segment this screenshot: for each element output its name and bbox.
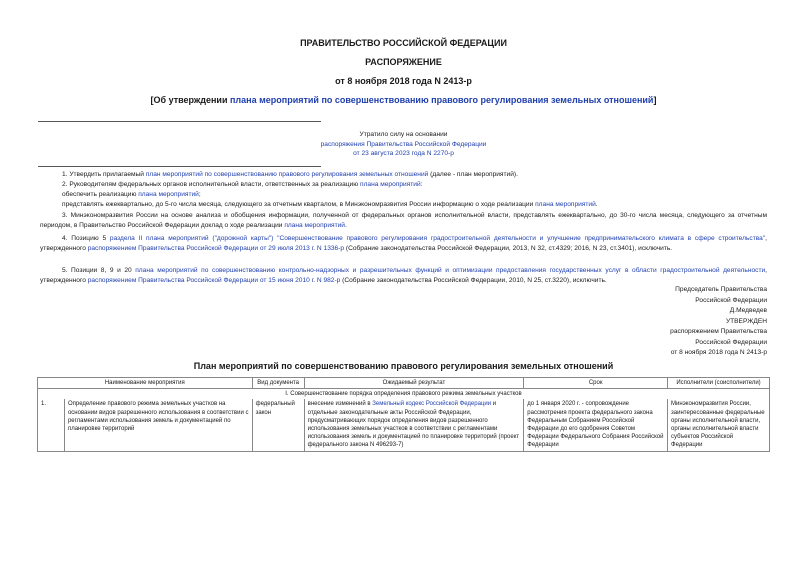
text: 4. Позицию 5 [62,235,110,242]
document-date: от 8 ноября 2018 года N 2413-р [335,76,472,86]
approved-date: от 8 ноября 2018 года N 2413-р [670,349,767,356]
plan-table [37,377,770,452]
text: (Собрание законодательства Российской Федерации, 2013, N 32, ст.4329; 2016, N 23, ст.3401), исключить. [344,244,673,252]
approved-line: распоряжением Правительства [670,328,767,335]
header-result: Ожидаемый результат [304,378,524,389]
status-note-line1: Утратило силу на основании [359,131,448,138]
row-name: Определение правового режима земельных участков на основании видов разрешенного использования в соответствии с регламентами использования земель и документацией по планировке территорий [64,399,252,451]
item-2-a [40,190,767,200]
approved-label: УТВЕРЖДЕН [725,317,767,325]
row-number: 1. [38,399,65,451]
text: . [595,201,598,208]
text: 3. Минэкономразвития России на основе анализа и обобщения информации, полученной от федеральных органов исполнительной власти, представлять ежеквартально, до 30-го числа месяца, следующего за отчетным периодом, в Правительство Российской Федерации доклад о ходе реализации [40,212,767,229]
approved-line: Российской Федерации [695,338,767,346]
table-row [38,399,770,451]
order-link[interactable]: распоряжением Правительства Российской Федерации от 15 июня 2010 г. N 982-р [87,276,341,284]
header-name: Наименование мероприятия [38,378,253,389]
text: представлять ежеквартально, до 5-го числа месяца, следующего за отчетным кварталом, в Минэкономразвития России информацию о ходе реализации [62,201,536,208]
item-2 [40,180,767,190]
item-2-b [40,200,767,210]
title-suffix: ] [653,95,657,105]
text: внесение изменений в [307,401,373,408]
land-code-link[interactable]: Земельный кодекс Российской Федерации [372,401,492,408]
plan-title: План мероприятий по совершенствованию правового регулирования земельных отношений [193,361,614,371]
row-executors: Минэкономразвития России, заинтересованные федеральные органы исполнительной власти, органы исполнительной власти субъектов Российской Федерации [668,399,770,451]
row-result [304,399,524,451]
government-heading: ПРАВИТЕЛЬСТВО РОССИЙСКОЙ ФЕДЕРАЦИИ [300,38,507,48]
section-title: I. Совершенствование порядка определения правового режима земельных участков [38,389,770,400]
plan-link[interactable]: плана мероприятий [284,221,345,229]
divider [38,121,321,122]
plan-link[interactable]: плана мероприятий [138,191,199,198]
title-prefix: [Об утверждении [150,95,230,105]
signature-name: Д.Медведев [729,307,767,314]
signature-position: Председатель Правительства [675,286,767,293]
table-section-row [38,389,770,400]
roadmap-link[interactable]: раздела II плана мероприятий ("дорожной карты") "Совершенствование правового регулирования градостроительной деятельности и улучшение предпринимательского климата в сфере строительства" [109,235,766,242]
text: и отдельные законодательные акты Российской Федерации, предусматривающих порядок определения видов разрешенного использования земельных участков в соответствии с регламентами использования земель и документацией по планировке территорий (проект федерального закона N 496293-7) [307,401,520,449]
header-term: Срок [524,378,668,389]
status-note [0,130,807,159]
document-title [0,95,807,105]
status-note-date-link[interactable]: от 23 августа 2023 года N 2270-р [353,150,454,157]
text: , утвержденного [40,267,767,284]
text: . [344,221,347,229]
table-header-row [38,378,770,389]
header-executors: Исполнители (соисполнители) [668,378,770,389]
status-note-link[interactable]: распоряжения Правительства Российской Федерации [320,140,487,148]
plan-link[interactable]: план мероприятий по совершенствованию правового регулирования земельных отношений [145,171,429,178]
signature-country: Российской Федерации [695,296,767,304]
row-doc: федеральный закон [252,399,304,451]
text: 5. Позиции 8, 9 и 20 [62,267,136,274]
item-3 [40,211,767,230]
item-5 [40,266,767,285]
plan-link[interactable]: плана мероприятий по совершенствованию контрольно-надзорных и разрешительных функций и оптимизации предоставления государственных услуг в области градостроительной деятельности [135,267,766,274]
plan-link[interactable]: плана мероприятий [535,201,596,208]
text: (Собрание законодательства Российской Федерации, 2010, N 25, ст.3220), исключить. [340,276,607,284]
signature-block [670,285,767,359]
row-term: до 1 января 2020 г. - сопровождение рассмотрения проекта федерального закона Федеральным Собранием Российской Федерации до его одобрения Советом Федерации Федерального Собрания Российской Федерации [524,399,668,451]
document-type: РАСПОРЯЖЕНИЕ [365,57,442,67]
text: (далее - план мероприятий). [428,171,518,178]
item-4 [40,234,767,253]
item-1 [40,170,767,180]
text: : [420,181,423,188]
text: , утвержденного [40,235,768,252]
text: 2. Руководителям федеральных органов исполнительной власти, ответственных за реализацию [62,181,360,188]
plan-link[interactable]: плана мероприятий [360,181,421,188]
text: 1. Утвердить прилагаемый [62,171,146,178]
title-link[interactable]: плана мероприятий по совершенствованию правового регулирования земельных отношений [230,95,654,105]
header-doc: Вид документа [252,378,304,389]
order-link[interactable]: распоряжением Правительства Российской Федерации от 29 июля 2013 г. N 1336-р [87,244,345,252]
text: обеспечить реализацию [62,191,139,198]
text: ; [198,191,201,198]
divider [38,166,321,167]
